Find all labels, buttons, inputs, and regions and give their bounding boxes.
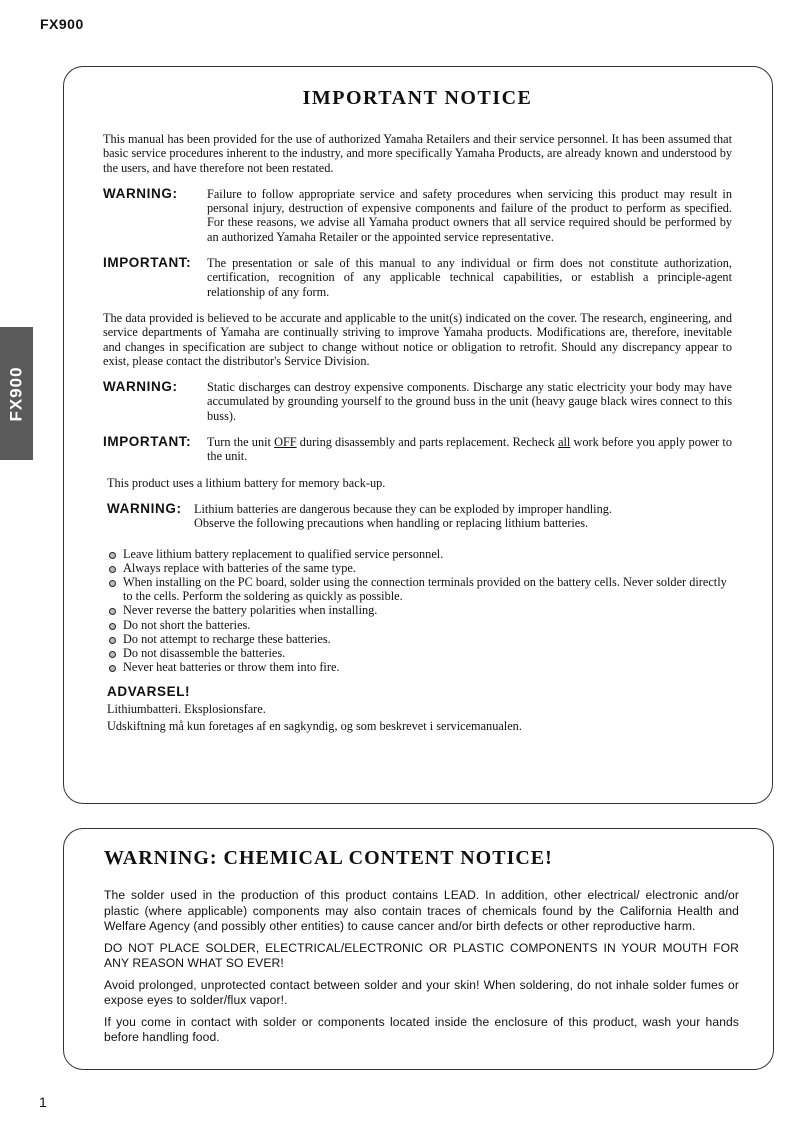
list-item: When installing on the PC board, solder using the connection terminals provided on the battery cells. Never solder directly to the cells. Perform the soldering as quickly as possible. (107, 575, 732, 603)
important-notice-title: IMPORTANT NOTICE (302, 87, 533, 109)
warning-block-2 (103, 380, 732, 423)
list-item: Never reverse the battery polarities when installing. (107, 603, 732, 617)
important-text-2b: during disassembly and parts replacement. Recheck (296, 435, 559, 450)
chemical-paragraph-4: If you come in contact with solder or components located inside the enclosure of this product, wash your hands before handling food. (104, 1014, 739, 1044)
important-label-1: IMPORTANT: (103, 255, 192, 271)
battery-warning-block (103, 502, 732, 531)
important-label-2: IMPORTANT: (103, 434, 192, 450)
page-number: 1 (39, 1094, 47, 1110)
battery-warning-label: WARNING: (107, 500, 182, 516)
important-block-1 (103, 256, 732, 299)
intro-paragraph: This manual has been provided for the use of authorized Yamaha Retailers and their service personnel. It has been assumed that basic service procedures inherent to the industry, and more specifically Yamaha Products, are already known and understood by the users, and have therefore not been restated. (103, 132, 732, 175)
advarsel-heading: ADVARSEL! (107, 684, 191, 700)
battery-intro: This product uses a lithium battery for memory back-up. (107, 475, 386, 490)
data-paragraph: The data provided is believed to be accurate and applicable to the unit(s) indicated on the cover. The research, engineering, and service departments of Yamaha are continually striving to improve Yamaha products. Modifications are, therefore, inevitable and changes in specification are subject to change without notice or obligation to retrofit. Should any discrepancy appear to exist, please contact the distributor's Service Division. (103, 310, 732, 368)
all-emphasis: all (558, 435, 571, 450)
important-block-2 (103, 435, 732, 464)
side-tab (0, 327, 33, 460)
battery-warning-line-1: Lithium batteries are dangerous because they can be exploded by improper handling. (194, 501, 612, 516)
precautions-list (107, 547, 732, 675)
important-notice-box (63, 66, 773, 804)
advarsel-line-2: Udskiftning må kun foretages af en sagkyndig, og som beskrevet i servicemanualen. (107, 719, 522, 734)
warning-text-1: Failure to follow appropriate service and safety procedures when servicing this product may result in personal injury, destruction of expensive components and failure of the product to perform as specified. For these reasons, we advise all Yamaha product owners that all service required should be performed by an authorized Yamaha Retailer or the appointed service representative. (207, 186, 732, 244)
warning-label-2: WARNING: (103, 379, 178, 395)
warning-label-1: WARNING: (103, 185, 178, 201)
warning-text-2: Static discharges can destroy expensive components. Discharge any static electricity your body may have accumulated by grounding yourself to the ground buss in the unit (heavy gauge black wires connect to this buss). (207, 380, 732, 423)
list-item: Do not attempt to recharge these batteries. (107, 632, 732, 646)
side-tab-label: FX900 (6, 365, 26, 422)
important-text-2 (207, 435, 732, 464)
chemical-notice-box (63, 828, 774, 1070)
warning-block-1 (103, 187, 732, 244)
chemical-paragraph-2: DO NOT PLACE SOLDER, ELECTRICAL/ELECTRONIC OR PLASTIC COMPONENTS IN YOUR MOUTH FOR ANY REASON WHAT SO EVER! (104, 940, 739, 970)
off-emphasis: OFF (274, 435, 297, 450)
chemical-notice-title: WARNING: CHEMICAL CONTENT NOTICE! (104, 847, 553, 869)
important-text-2a: Turn the unit (207, 435, 275, 450)
list-item: Do not disassemble the batteries. (107, 646, 732, 660)
important-text-1: The presentation or sale of this manual to any individual or firm does not constitute authorization, certification, recognition of any applicable technical capabilities, or establish a principle-agent relationship of any form. (207, 256, 732, 299)
important-text-2c: work before you apply power to the unit. (207, 435, 732, 464)
battery-warning-line-2: Observe the following precautions when handling or replacing lithium batteries. (194, 516, 589, 531)
list-item: Do not short the batteries. (107, 618, 732, 632)
list-item: Always replace with batteries of the same type. (107, 561, 732, 575)
model-header: FX900 (40, 16, 84, 32)
advarsel-line-1: Lithiumbatteri. Eksplosionsfare. (107, 702, 266, 717)
list-item: Never heat batteries or throw them into fire. (107, 660, 732, 674)
battery-warning-text (194, 502, 732, 531)
chemical-paragraph-3: Avoid prolonged, unprotected contact between solder and your skin! When soldering, do not inhale solder fumes or expose eyes to solder/flux vapor!. (104, 977, 739, 1007)
list-item: Leave lithium battery replacement to qualified service personnel. (107, 547, 732, 561)
chemical-paragraph-1: The solder used in the production of this product contains LEAD. In addition, other electrical/ electronic and/or plastic (where applicable) components may also contain traces of chemicals found by the California Health and Welfare Agency (and possibly other entities) to cause cancer and/or birth defects or other reproductive harm. (104, 888, 739, 933)
